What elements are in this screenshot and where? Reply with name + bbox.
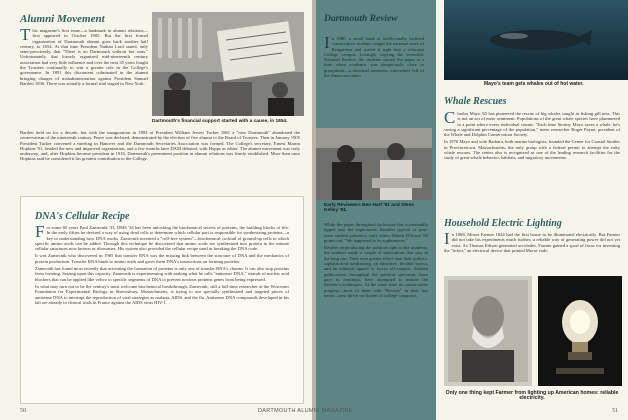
dna-paragraph: Zamecnik has found most recently that activating the formation of proteins is only one of transfer RNA's charms. It can also stop proteins from forming. Seizing upon this capacity, Zamecnik is experimenting with making what he calls "antisense DNA," strands of nucleic acid blockers that can be applied like velcro to specific segments of DNA to prevent noxious proteins genes from being expressed. <box>35 266 289 282</box>
edison-title: Household Electric Lighting <box>444 218 562 229</box>
page-number-right: 51 <box>612 408 618 414</box>
left-page <box>0 0 312 420</box>
alumni-paragraph: his magazine's first issue—a landmark in alumni relations—first appeared in October 1905. But the first formal organization of Dartmouth alumni goes back another half century, to 1854. At that time President Nathan Lord stated, only semi-presciently, that "There is no Dartmouth without her sons." Unfortunately, that loosely organized mid-nineteenth century association had very little influence and over the next 35 years fought the Trustees continually to win a greater role in the College's governance. In 1891 this discontent culminated in the alumni bringing charges of maladministration against President Samuel Bartlett 1836. There was actually a formal trial staged in New York. <box>20 28 148 86</box>
lightbulb-photo <box>538 276 622 386</box>
whale-photo-caption: Mayo's team gets whales out of hot water. <box>484 81 584 87</box>
farmer-portrait <box>444 276 532 386</box>
dna-paragraph: In what may turn out to be the century's most welcome biochemical breakthrough, Zamecnik, still a full-time researcher at the Worcester Foundation for Experimental Biology in Shrewsbury, Massachusetts, is trying to use specially synthesized and targeted pieces of antisense DNA to interrupt the reproduction of viral strategies as malaria, AIDS, and the flu. Antisense DNA compounds developed in his lab are already in clinical trials in France against the AIDS virus HIV-1. <box>35 283 289 305</box>
edison-caption: Only one thing kept Farmer from lighting up American homes: reliable electricity. <box>445 390 619 402</box>
whale-photo <box>444 0 628 80</box>
review-photo <box>316 128 432 200</box>
review-paragraph: While the paper throughout its history has occasionally tipped into the sophomoric humbler typical of post-teens student polemics, early editor Dinesh D'Souza '83 points out, "We happened to be sophomores." <box>324 222 428 243</box>
dna-dropcap: F <box>35 222 45 241</box>
alumni-caption: Dartmouth's financial support started with a cause, in 1854. <box>152 119 288 124</box>
edison-paragraph: n 1868, Moses Farmer 1844 had the first house to be illuminated electrically. But Farmer did not take his experiments much further; a reliable way of generating power did not yet exist. As Thomas Edison generated accolades, Farmer gained a sport of favor for inventing the "ticket," an electrical device that printed Morse code. <box>444 232 620 253</box>
dna-box <box>20 196 304 404</box>
page-number-left: 50 <box>20 408 26 414</box>
alumni-photo <box>152 12 304 116</box>
review-paragraph: n 1980, a small band of intellectually inclined conservative students caught the national wave of Reaganism and surfed it right into a reluctant College campus. Lovingly copying the venerable National Review, the students started the paper at a time when academic was dangerously close to groupthink—a doctrinal sameness somewhere left of the American center. <box>324 36 424 79</box>
right-page <box>316 0 628 420</box>
alumni-article <box>20 25 148 88</box>
review-paragraph: Besides reintroducing the political right to the academy, the students made a couple of innovations that stay in the long run. Their own greater effort than their politics: sophisticated fundraising, an attractive, flexible layout, and an editorial appeal to forces off-campus. Student publications throughout the political spectrum, from gays to feminists, have attempted to imitate the Review's techniques. At the same time its conservative progeny—most of them with "Review" in their last name—now thrive on dozens of college campuses. <box>324 245 428 298</box>
whale-paragraph: harles Mayo '65 has pioneered the rescue of big whales caught in fishing gill nets. This is not an act of mere sentiment. Populations of the great whale species have plummeted to a point where every individual counts. "Each time Stormy Mayo saves a whale, he's saving a significant percentage of the population," notes researcher Roger Payne, president of the Whale and Dolphin Conservation Society. <box>444 111 620 138</box>
edison-dropcap: I <box>444 229 450 248</box>
dna-paragraph: or some 60 years Paul Zamecnik '33, DMS '34 has been unlocking the biochemical secrets of proteins, the building blocks of life. In the early fifties he devised a way of using dead cells to determine which cellular part is responsible for synthesizing proteins—a key to understanding how DNA works. Zamecnik invented a "cell-free system"—biochemical cocktail of ground-up cells to which specific amino acids can be added. Through this technique he discovered that amino acids are synthesized into protein in the minute cellular structures now known as ribosomes. His system also provided the cellular recipe used in breaking the DNA code. <box>35 225 289 252</box>
whale-dropcap: C <box>444 108 456 127</box>
magazine-footer: DARTMOUTH ALUMNI MAGAZINE <box>258 408 353 414</box>
review-article-cont <box>324 222 428 300</box>
dna-article <box>35 222 289 307</box>
alumni-title: Alumni Movement <box>20 13 105 25</box>
dna-title: DNA's Cellular Recipe <box>35 211 130 222</box>
whale-title: Whale Rescues <box>444 96 507 107</box>
review-caption: Early Reviewers Ben Hart '81 and Steve Kelley '81. <box>324 203 414 214</box>
alumni-dropcap: T <box>20 25 31 44</box>
review-article <box>324 33 424 80</box>
review-dropcap: I <box>324 33 330 52</box>
alumni-paragraph: Bartlett held on for a decade, but with the inauguration in 1893 of President William Jewett Tucker 1861 a "new Dartmouth" abandoned the conservatism of the nineteenth century. Peace was declared, demonstrated by the election of five alumni to the Board of Trustees. Then in January 1905 President Tucker convened a meeting in Hanover and the Dartmouth Secretaries Association was formed. The College's secretary, Ernest Martin Hopkins '01, headed the new and improved organization, and a few months later DAM debuted, with Hopps as editor. The alumni movement was truly underway; and, after Hopkins became president in 1916, Dartmouth's preeminent position in alumni relations was firmly established. More than once Hopkins said he considered it his greatest contribution to the College. <box>20 130 300 162</box>
alumni-article-cont <box>20 130 300 164</box>
dna-paragraph: It was Zamecnik who discovered in 1965 that transfer RNA was the missing link between the structure of DNA and the mechanics of protein production. Transfer RNA binds to amino acids and gives them DNA's instructions on forming proteins. <box>35 253 289 264</box>
edison-article <box>444 229 620 255</box>
whale-paragraph: In 1976 Mayo and wife Barbara, both marine biologists, founded the Center for Coastal Studies in Provincetown, Massachusetts, the only group with a federal permit to attempt the risky whale rescues. The center also is recognized as one of the leading research facilities for the study of great-whale behavior, habitats, and migratory movements. <box>444 139 620 161</box>
whale-article <box>444 108 620 163</box>
review-title: Dartmouth Review <box>324 14 398 24</box>
